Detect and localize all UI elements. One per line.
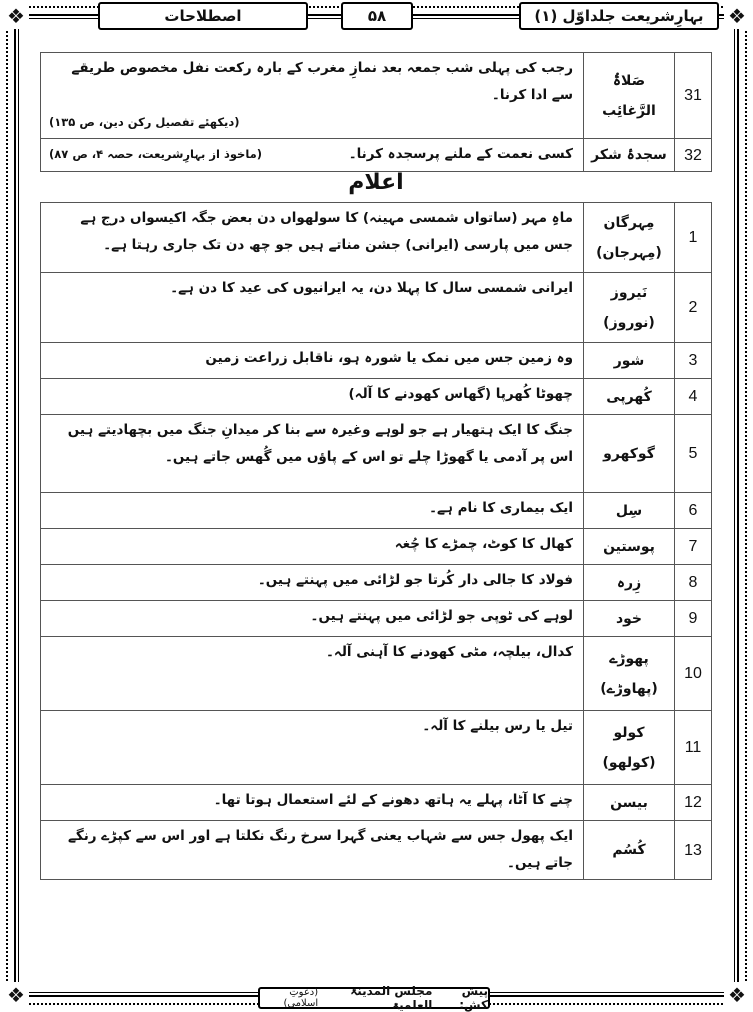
row-number: 8 <box>675 565 712 601</box>
publisher-sub: (دعوتِ اسلامی) <box>283 987 319 1009</box>
term-text: کُسُم <box>584 821 675 880</box>
row-number: 2 <box>675 273 712 343</box>
definition-text: لوہے کی ٹوپی جو لڑائی میں پہنتے ہیں۔ <box>41 601 584 637</box>
term-text: زِرہ <box>584 565 675 601</box>
term-text: پوستین <box>584 529 675 565</box>
term-cell <box>584 203 675 273</box>
publisher-name: مجلس المدینۃ العلمیۃ <box>350 984 433 1012</box>
glossary-table <box>40 202 712 880</box>
definition-text: ایک پھول جس سے شہاب یعنی گہرا سرخ رنگ نکلتا ہے اور اس سے کپڑے رنگے جاتے ہیں۔ <box>41 821 584 880</box>
glossary-table-top <box>40 52 712 172</box>
book-title: بہارِشریعت جلداوّل (۱) <box>519 2 719 30</box>
corner-ornament-icon: ❖ <box>3 3 29 29</box>
definition-text: ایرانی شمسی سال کا پہلا دن، یہ ایرانیوں کی عید کا دن ہے۔ <box>41 273 584 343</box>
definition-text: تیل یا رس بیلنے کا آلہ۔ <box>41 711 584 785</box>
term-text: نَیروز <box>610 284 648 301</box>
table-row <box>41 273 712 343</box>
term-text: سجدۂ شکر <box>591 147 667 163</box>
term-cell <box>584 273 675 343</box>
row-number: 9 <box>675 601 712 637</box>
row-number: 1 <box>675 203 712 273</box>
table-row <box>41 343 712 379</box>
term-text-line2: (مِہرجان) <box>596 244 662 261</box>
term-text: کولو <box>613 724 645 741</box>
definition-text: کھال کا کوٹ، چمڑے کا چُغہ <box>41 529 584 565</box>
corner-ornament-icon: ❖ <box>724 982 750 1008</box>
term-text: خود <box>584 601 675 637</box>
term-text: صَلاۃُ <box>612 72 646 89</box>
table-row <box>41 529 712 565</box>
term-text: کُھرپی <box>584 379 675 415</box>
reference-text: (دیکھئے تفصیل رکن دین، ص ۱۳۵) <box>49 115 240 129</box>
table-row <box>41 821 712 880</box>
definition-text: وہ زمین جس میں نمک یا شورہ ہو، ناقابل زراعت زمین <box>41 343 584 379</box>
table-row <box>41 379 712 415</box>
page-number: ۵۸ <box>341 2 413 30</box>
row-number: 31 <box>675 53 712 139</box>
table-row <box>41 139 712 172</box>
footer-label: پیش کش: <box>459 984 488 1012</box>
term-text-line2: (پھاوڑے) <box>600 680 658 697</box>
row-number: 12 <box>675 785 712 821</box>
section-title: اعلام <box>348 170 404 195</box>
term-text: سِل <box>584 493 675 529</box>
table-row <box>41 601 712 637</box>
reference-text: (ماخوذ از بہارِشریعت، حصہ ۴، ص ۸۷) <box>49 147 263 161</box>
term-text: شور <box>584 343 675 379</box>
definition-text: فولاد کا جالی دار کُرتا جو لڑائی میں پہنتے ہیں۔ <box>41 565 584 601</box>
definition-text: چنے کا آٹا، پہلے یہ ہاتھ دھونے کے لئے استعمال ہوتا تھا۔ <box>41 785 584 821</box>
row-number: 5 <box>675 415 712 493</box>
term-cell <box>584 637 675 711</box>
definition-text: ماہِ مہر (ساتواں شمسی مہینہ) کا سولھواں دن بعض جگہ اکیسواں درج ہے جس میں پارسی (ایرانی) جشن مناتے ہیں جو چھ دن تک جاری رہتا ہے۔ <box>41 203 584 273</box>
table-row <box>41 711 712 785</box>
term-text: بیسن <box>584 785 675 821</box>
row-number: 6 <box>675 493 712 529</box>
term-text: گوکھرو <box>584 415 675 493</box>
term-text-line2: (کولھو) <box>602 754 656 771</box>
term-text-line2: (نوروز) <box>603 314 655 331</box>
term-cell <box>584 139 675 172</box>
table-row <box>41 203 712 273</box>
term-text-line2: الرَّغائِب <box>602 102 656 119</box>
term-text: پھوڑے <box>609 650 649 667</box>
definition-text: چھوٹا کُھرپا (گھاس کھودنے کا آلہ) <box>41 379 584 415</box>
term-cell <box>584 53 675 139</box>
row-number: 7 <box>675 529 712 565</box>
term-cell <box>584 711 675 785</box>
definition-text: کسی نعمت کے ملنے پرسجدہ کرنا۔ <box>348 146 573 162</box>
table-row <box>41 53 712 139</box>
row-number: 3 <box>675 343 712 379</box>
definition-cell <box>41 139 584 172</box>
term-text: مِہرگان <box>603 214 655 231</box>
table-row <box>41 785 712 821</box>
table-row <box>41 415 712 493</box>
row-number: 32 <box>675 139 712 172</box>
definition-cell <box>41 53 584 139</box>
publisher-footer <box>258 984 490 1012</box>
row-number: 10 <box>675 637 712 711</box>
table-row <box>41 637 712 711</box>
section-name: اصطلاحات <box>98 2 308 30</box>
row-number: 11 <box>675 711 712 785</box>
table-row <box>41 565 712 601</box>
row-number: 13 <box>675 821 712 880</box>
definition-text: رجب کی پہلی شب جمعہ بعد نمازِ مغرب کے بارہ رکعت نفل مخصوص طریقے سے ادا کرنا۔ <box>71 60 573 103</box>
table-row <box>41 493 712 529</box>
definition-text: جنگ کا ایک ہتھیار ہے جو لوہے وغیرہ سے بنا کر میدانِ جنگ میں بچھادیتے ہیں اس پر آدمی یا گھوڑا چلے تو اس کے پاؤں میں گُھس جاتے ہیں۔ <box>41 415 584 493</box>
definition-text: کدال، بیلچہ، مٹی کھودنے کا آہنی آلہ۔ <box>41 637 584 711</box>
definition-text: ایک بیماری کا نام ہے۔ <box>41 493 584 529</box>
row-number: 4 <box>675 379 712 415</box>
corner-ornament-icon: ❖ <box>724 3 750 29</box>
corner-ornament-icon: ❖ <box>3 982 29 1008</box>
